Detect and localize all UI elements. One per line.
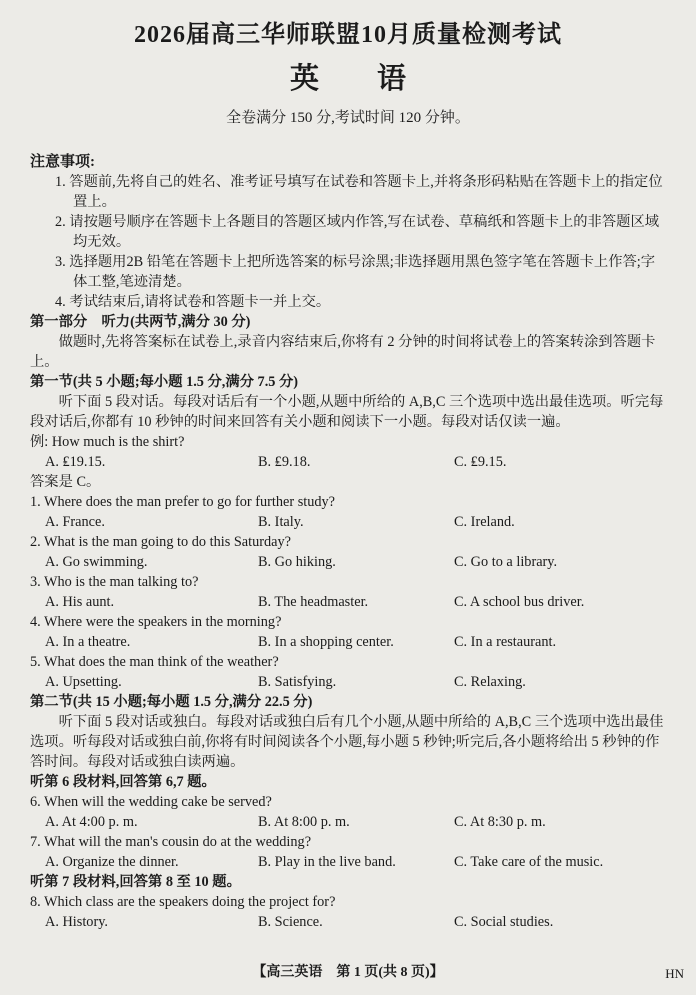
question-5 xyxy=(30,652,666,692)
question-8 xyxy=(30,892,666,932)
notices-section xyxy=(30,152,666,312)
option-b: B. ₤9.18. xyxy=(258,454,311,470)
option-a: A. Go swimming. xyxy=(45,554,148,570)
example-options xyxy=(30,452,666,472)
option-c: C. Relaxing. xyxy=(454,674,526,690)
option-b: B. Italy. xyxy=(258,514,304,530)
question-1 xyxy=(30,492,666,532)
material-7-line: 听第 7 段材料,回答第 8 至 10 题。 xyxy=(30,874,241,890)
question-text: 5. What does the man think of the weather? xyxy=(30,654,279,670)
option-b: B. In a shopping center. xyxy=(258,634,394,650)
example-answer: 答案是 C。 xyxy=(30,474,101,490)
question-text: 4. Where were the speakers in the morning? xyxy=(30,614,282,630)
notice-item-2: 2. 请按题号顺序在答题卡上各题目的答题区域内作答,写在试卷、草稿纸和答题卡上的非答题区域均无效。 xyxy=(55,214,660,250)
part1-note: 做题时,先将答案标在试卷上,录音内容结束后,你将有 2 分钟的时间将试卷上的答案转涂到答题卡上。 xyxy=(30,334,656,370)
option-c: C. Social studies. xyxy=(454,914,554,930)
question-options xyxy=(30,592,666,612)
option-c: C. In a restaurant. xyxy=(454,634,557,650)
question-3 xyxy=(30,572,666,612)
option-a: A. Upsetting. xyxy=(45,674,122,690)
notices-heading: 注意事项: xyxy=(30,154,95,170)
question-4 xyxy=(30,612,666,652)
exam-title: 2026届高三华师联盟10月质量检测考试 xyxy=(134,22,562,48)
part1-heading: 第一部分 听力(共两节,满分 30 分) xyxy=(30,314,251,330)
footer-page-label: 【高三英语 第 1 页(共 8 页)】 xyxy=(252,965,444,980)
option-c: C. A school bus driver. xyxy=(454,594,585,610)
question-text: 6. When will the wedding cake be served? xyxy=(30,794,272,810)
option-a: A. ₤19.15. xyxy=(45,454,106,470)
question-6 xyxy=(30,792,666,832)
option-b: B. The headmaster. xyxy=(258,594,369,610)
notice-item-3: 3. 选择题用2B 铅笔在答题卡上把所选答案的标号涂黑;非选择题用黑色签字笔在答题卡上作答;字体工整,笔迹清楚。 xyxy=(55,254,656,290)
section1-heading: 第一节(共 5 小题;每小题 1.5 分,满分 7.5 分) xyxy=(30,374,299,390)
section2-instructions: 听下面 5 段对话或独白。每段对话或独白后有几个小题,从题中所给的 A,B,C 三个选项中选出最佳选项。听每段对话或独白前,你将有时间阅读各个小题,每小题 5 秒钟;听完后,各小题将给出 5 秒钟的作答时间。每段对话或独白读两遍。 xyxy=(30,714,664,770)
option-b: B. Play in the live band. xyxy=(258,854,396,870)
question-text: 2. What is the man going to do this Saturday? xyxy=(30,534,292,550)
option-c: C. Take care of the music. xyxy=(454,854,604,870)
question-options xyxy=(30,632,666,652)
option-b: B. At 8:00 p. m. xyxy=(258,814,350,830)
question-text: 8. Which class are the speakers doing the project for? xyxy=(30,894,336,910)
option-a: A. His aunt. xyxy=(45,594,115,610)
subject-title: 英 语 xyxy=(289,63,406,95)
option-c: C. ₤9.15. xyxy=(454,454,507,470)
question-options xyxy=(30,912,666,932)
option-a: A. History. xyxy=(45,914,109,930)
section1-instructions: 听下面 5 段对话。每段对话后有一个小题,从题中所给的 A,B,C 三个选项中选出最佳选项。听完每段对话后,你都有 10 秒钟的时间来回答有关小题和阅读下一小题。每段对话仅读一遍。 xyxy=(30,394,664,430)
notice-item-1: 1. 答题前,先将自己的姓名、准考证号填写在试卷和答题卡上,并将条形码粘贴在答题卡上的指定位置上。 xyxy=(55,174,663,210)
option-c: C. Go to a library. xyxy=(454,554,558,570)
footer-paper-code: HN xyxy=(665,966,684,981)
question-options xyxy=(30,672,666,692)
question-options xyxy=(30,812,666,832)
notice-item-4: 4. 考试结束后,请将试卷和答题卡一并上交。 xyxy=(55,294,331,310)
question-options xyxy=(30,852,666,872)
option-b: B. Go hiking. xyxy=(258,554,336,570)
exam-info-line: 全卷满分 150 分,考试时间 120 分钟。 xyxy=(226,110,470,126)
example-question: 例: How much is the shirt? xyxy=(30,434,185,450)
option-a: A. At 4:00 p. m. xyxy=(45,814,138,830)
page-footer xyxy=(0,963,696,983)
option-a: A. France. xyxy=(45,514,105,530)
question-text: 3. Who is the man talking to? xyxy=(30,574,199,590)
question-text: 7. What will the man's cousin do at the wedding? xyxy=(30,834,312,850)
option-b: B. Science. xyxy=(258,914,323,930)
question-text: 1. Where does the man prefer to go for further study? xyxy=(30,494,336,510)
option-c: C. At 8:30 p. m. xyxy=(454,814,546,830)
option-c: C. Ireland. xyxy=(454,514,515,530)
option-b: B. Satisfying. xyxy=(258,674,337,690)
material-6-line: 听第 6 段材料,回答第 6,7 题。 xyxy=(30,774,216,790)
question-7 xyxy=(30,832,666,872)
question-options xyxy=(30,552,666,572)
section2-heading: 第二节(共 15 小题;每小题 1.5 分,满分 22.5 分) xyxy=(30,694,313,710)
option-a: A. In a theatre. xyxy=(45,634,131,650)
question-2 xyxy=(30,532,666,572)
option-a: A. Organize the dinner. xyxy=(45,854,179,870)
question-options xyxy=(30,512,666,532)
